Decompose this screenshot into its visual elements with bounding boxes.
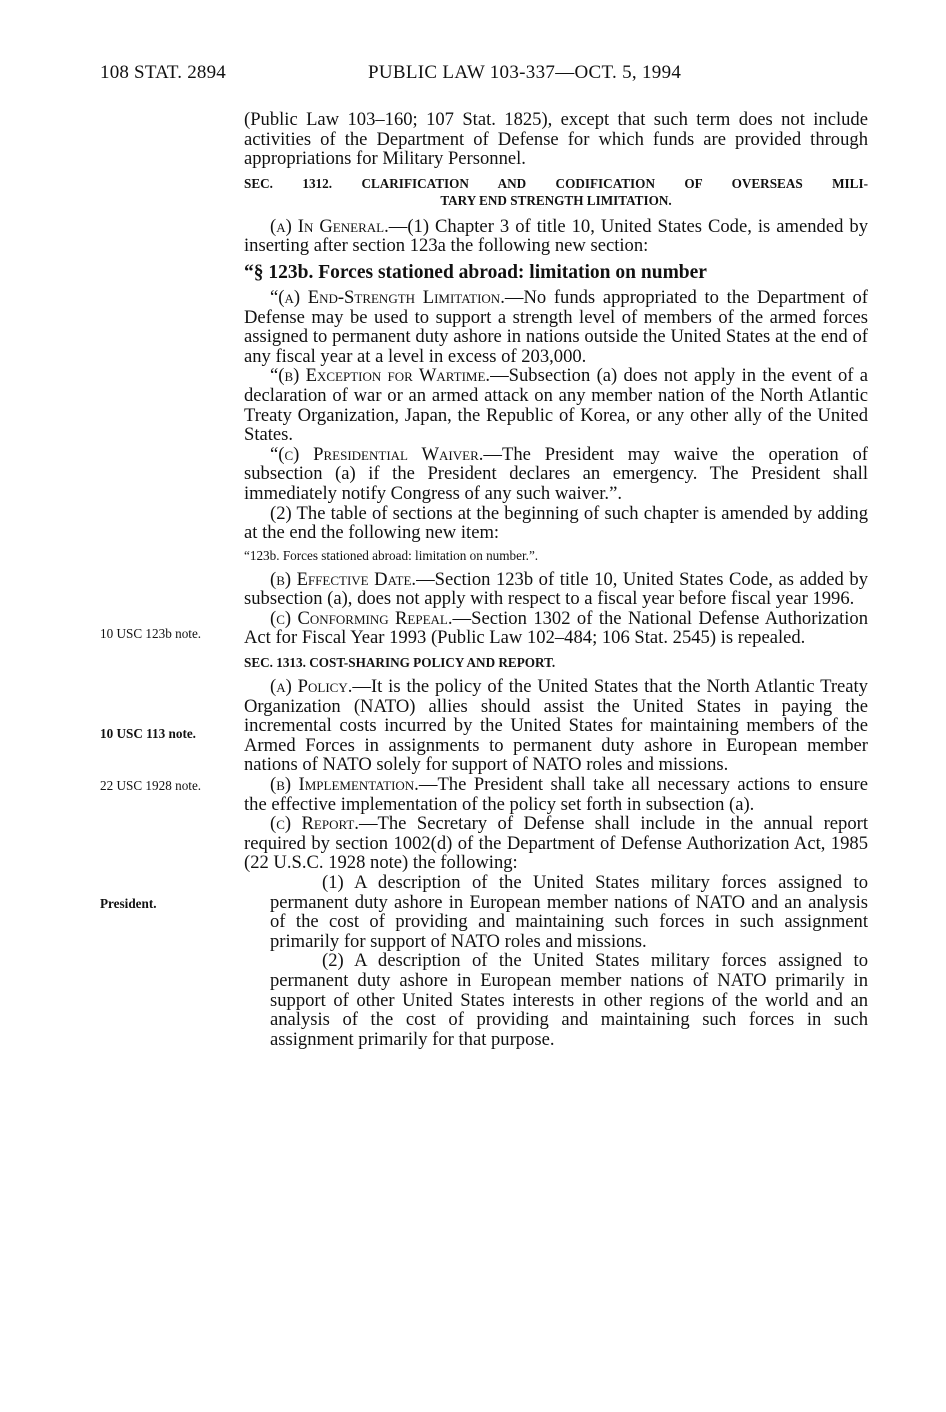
implementation-lead: (b) Implementation.: [270, 774, 419, 796]
law-title: PUBLIC LAW 103-337—OCT. 5, 1994: [368, 62, 682, 83]
new-subsection-a-text: —No funds appropriated to the Department of Defense may be used to support a strength level of members of the armed forces assigned to permanent duty ashore in nations outside the United States at the end of any fiscal year at a level in excess of 203,000.: [244, 286, 868, 367]
report-lead: (c) Report.: [270, 813, 359, 835]
paragraph-a2: (2) The table of sections at the beginning of such chapter is amended by adding at the end the following new item:: [244, 502, 868, 544]
new-subsection-b-text: —Subsection (a) does not apply in the event of a declaration of war or an armed attack on any member nation of the North Atlantic Treaty Organization, Japan, the Republic of Korea, or any other ally of the United States.: [244, 365, 868, 446]
new-subsection-a: [244, 288, 868, 366]
new-subsection-a-lead: “(a) End-Strength Limitation.: [270, 286, 505, 308]
continuation-paragraph: (Public Law 103–160; 107 Stat. 1825), except that such term does not include activities of the Department of Defense for which funds are provided through appropriations for Military Personnel.: [244, 109, 868, 170]
subsection-b-lead: (b) Effective Date.: [270, 568, 417, 590]
report-paragraph-2: (2) A description of the United States military forces assigned to permanent duty ashore in European member nations of NATO primarily in support of other United States interests in other regions of the world and an analysis of the cost of providing and maintaining such forces in such assignment primarily for that purpose.: [270, 950, 868, 1050]
policy-lead: (a) Policy.: [270, 676, 353, 698]
subsection-c-text: —Section 1302 of the National Defense Authorization Act for Fiscal Year 1993 (Public Law 102–484; 106 Stat. 2545) is repealed.: [244, 607, 868, 649]
margin-note-10usc113: 10 USC 113 note.: [100, 726, 196, 741]
running-header: [100, 62, 890, 88]
section-1312-heading-line1: SEC. 1312. CLARIFICATION AND CODIFICATION OF OVERSEAS MILI-: [244, 175, 868, 191]
section-1312-heading: [244, 175, 868, 209]
table-of-sections-item: “123b. Forces stationed abroad: limitation on number.”.: [244, 547, 539, 563]
margin-note-22usc1928: 22 USC 1928 note.: [100, 778, 202, 793]
subsection-a-lead: (a) In General.: [270, 215, 389, 237]
subsection-c-lead: (c) Conforming Repeal.: [270, 607, 453, 629]
new-subsection-c: [244, 445, 868, 504]
report-subsection-c: [244, 814, 868, 873]
new-subsection-b-lead: “(b) Exception for Wartime.: [270, 365, 491, 387]
subsection-a-text: —(1) Chapter 3 of title 10, United States Code, is amended by inserting after section 123a the following new section:: [244, 215, 868, 257]
section-1312-heading-line2: TARY END STRENGTH LIMITATION.: [440, 192, 672, 208]
document-body: [244, 110, 868, 1049]
new-subsection-c-lead: “(c) Presidential Waiver.: [270, 443, 484, 465]
subsection-b-text: —Section 123b of title 10, United States Code, as added by subsection (a), does not apply with respect to a fiscal year before fiscal year 1996.: [244, 568, 868, 610]
new-subsection-c-text: —The President may waive the operation of subsection (a) if the President declares an emergency. The President shall immediately notify Congress of any such waiver.”.: [244, 443, 868, 504]
implementation-subsection-b: [244, 775, 868, 814]
report-paragraph-1: (1) A description of the United States military forces assigned to permanent duty ashore in European member nations of NATO and an analysis of the cost of providing and maintaining such forces in such assignment primarily for support of NATO roles and missions.: [270, 872, 868, 952]
margin-note-president: President.: [100, 896, 157, 911]
new-subsection-b: [244, 366, 868, 444]
page-stat-citation: 108 STAT. 2894: [100, 62, 227, 83]
policy-subsection-a: [244, 677, 868, 775]
section-1313-heading: SEC. 1313. COST-SHARING POLICY AND REPORT.: [244, 655, 556, 671]
margin-note-10usc123b: 10 USC 123b note.: [100, 626, 202, 641]
subsection-a-in-general: [244, 217, 868, 256]
implementation-text: —The President shall take all necessary actions to ensure the effective implementation of the policy set forth in subsection (a).: [244, 774, 868, 815]
subsection-c-conforming-repeal: [244, 609, 868, 648]
report-text: —The Secretary of Defense shall include in the annual report required by section 1002(d) of the Department of Defense Authorization Act, 1985 (22 U.S.C. 1928 note) the following:: [244, 813, 868, 874]
policy-text: —It is the policy of the United States that the North Atlantic Treaty Organization (NATO) allies should assist the United States in paying the incremental costs incurred by the United States for maintaining members of the Armed Forces in assignments to permanent duty ashore in European member nations of NATO solely for support of NATO roles and missions.: [244, 676, 868, 776]
section-123b-heading: “§ 123b. Forces stationed abroad: limitation on number: [244, 261, 707, 283]
subsection-b-effective-date: [244, 570, 868, 609]
